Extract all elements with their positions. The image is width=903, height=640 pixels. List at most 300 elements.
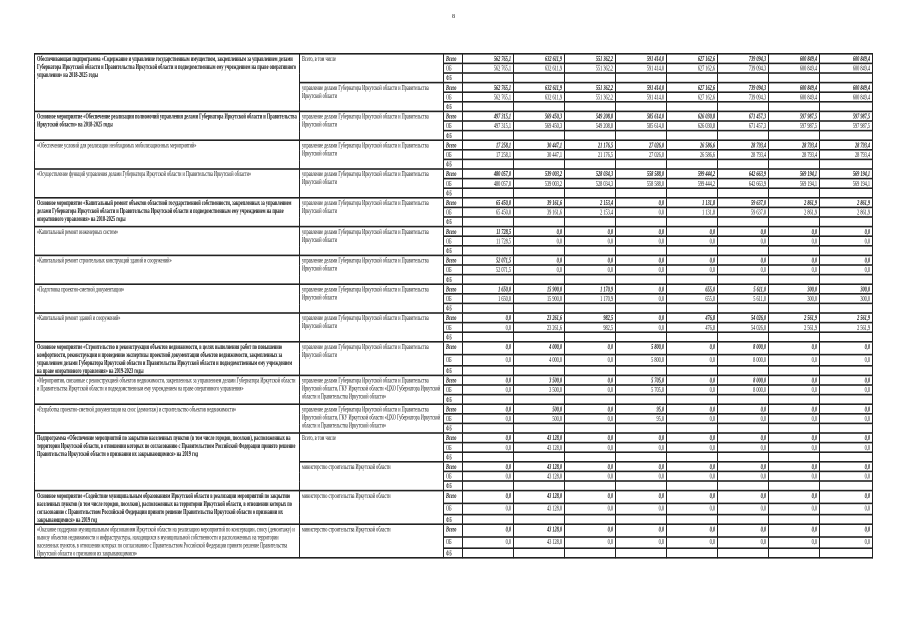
amount-cell: 28 793,4 [718, 140, 769, 150]
amount-cell [820, 102, 873, 112]
amount-cell: 0,0 [769, 375, 820, 385]
amount-cell [769, 423, 820, 433]
amount-cell: 11 728,5 [463, 227, 514, 237]
amount-cell [463, 366, 514, 376]
amount-cell: 0,0 [820, 433, 873, 443]
amount-cell: 0,0 [565, 265, 616, 275]
amount-cell: 0,0 [667, 236, 718, 246]
amount-cell: 0,0 [616, 265, 667, 275]
amount-cell: 26 586,6 [667, 140, 718, 150]
budget-table-body [35, 54, 873, 558]
amount-cell [769, 159, 820, 169]
amount-cell: 0,0 [667, 227, 718, 237]
amount-cell: 2 561,9 [820, 313, 873, 323]
amount-cell: 600 849,4 [820, 92, 873, 102]
funding-source: ОБ [444, 265, 463, 275]
amount-cell: 476,8 [667, 323, 718, 333]
amount-cell: 0,0 [616, 198, 667, 208]
amount-cell: 671 457,3 [718, 121, 769, 131]
amount-cell [718, 131, 769, 141]
table-row [35, 140, 873, 150]
amount-cell: 1 131,8 [667, 198, 718, 208]
amount-cell: 0,0 [820, 503, 873, 515]
amount-cell: 0,0 [820, 354, 873, 366]
amount-cell: 5 611,0 [718, 284, 769, 294]
amount-cell: 0,0 [463, 491, 514, 503]
amount-cell: 2 561,9 [820, 323, 873, 333]
amount-cell: 739 094,3 [718, 63, 769, 73]
amount-cell: 0,0 [769, 385, 820, 395]
funding-source: Всего [444, 313, 463, 323]
amount-cell: 43 128,0 [514, 462, 565, 472]
amount-cell [565, 275, 616, 285]
table-row [35, 491, 873, 503]
amount-cell [616, 73, 667, 83]
executor-name: управление делами Губернатора Иркутской области и Правительства Иркутской области [300, 342, 444, 376]
funding-source: ОБ [444, 63, 463, 73]
amount-cell: 0,0 [820, 255, 873, 265]
amount-cell: 0,0 [616, 294, 667, 304]
funding-source: ОБ [444, 150, 463, 160]
table-row [35, 342, 873, 354]
funding-source: ОБ [444, 471, 463, 481]
funding-source: Всего [444, 198, 463, 208]
amount-cell: 627 162,6 [667, 92, 718, 102]
table-row [35, 227, 873, 237]
amount-cell: 43 128,0 [514, 471, 565, 481]
program-name: «Оказание поддержки муниципальным образованиям Иркутской области на реализацию мероприятий по консервации, сносу (демонтажу) и вывозу объектов недвижимости и инфраструктуры, находящихся в муниципальной собственности и расположенных на территории населенных пунктов, в отношении которых по согласованию с Правительством Российской Федерации принято решение Правительства Иркутской области о признании их закрывающимися» [35, 524, 300, 558]
amount-cell: 0,0 [718, 236, 769, 246]
amount-cell: 5 705,0 [616, 375, 667, 385]
funding-source: ОБ [444, 536, 463, 548]
amount-cell: 480 057,0 [463, 169, 514, 179]
amount-cell: 26 586,6 [667, 150, 718, 160]
amount-cell [565, 102, 616, 112]
amount-cell: 2 561,9 [769, 323, 820, 333]
executor-name: Всего, в том числе [300, 433, 444, 462]
amount-cell: 497 315,1 [463, 111, 514, 121]
amount-cell: 0,0 [565, 462, 616, 472]
amount-cell: 39 161,6 [514, 207, 565, 217]
funding-source: ФБ [444, 548, 463, 558]
amount-cell: 562 765,1 [463, 83, 514, 93]
amount-cell: 0,0 [463, 404, 514, 414]
amount-cell: 632 611,9 [514, 54, 565, 64]
amount-cell: 585 614,0 [616, 111, 667, 121]
amount-cell: 562 765,1 [463, 92, 514, 102]
amount-cell [514, 395, 565, 405]
amount-cell [769, 131, 820, 141]
amount-cell: 0,0 [667, 503, 718, 515]
amount-cell: 43 128,0 [514, 503, 565, 515]
amount-cell: 0,0 [769, 342, 820, 354]
amount-cell: 2 561,9 [769, 313, 820, 323]
amount-cell: 627 162,6 [667, 83, 718, 93]
amount-cell [667, 102, 718, 112]
amount-cell [769, 102, 820, 112]
program-name: «Капитальный ремонт инженерных систем» [35, 227, 300, 256]
amount-cell: 600 849,4 [769, 63, 820, 73]
amount-cell [565, 423, 616, 433]
program-name: «Мероприятия, связанные с реконструкцией объектов недвижимости, закрепленных за управлением делами Губернатора Иркутской области и Правительства Иркутской области и подведомственным ему учреждением на праве оперативного управления» [35, 375, 300, 404]
amount-cell: 0,0 [718, 491, 769, 503]
amount-cell: 569 194,1 [769, 179, 820, 189]
amount-cell [718, 246, 769, 256]
amount-cell: 0,0 [463, 354, 514, 366]
amount-cell [667, 548, 718, 558]
amount-cell [616, 332, 667, 342]
program-name: «Обеспечение условий для реализации необходимых мобилизационных мероприятий» [35, 140, 300, 169]
amount-cell: 0,0 [769, 236, 820, 246]
amount-cell: 0,0 [616, 503, 667, 515]
amount-cell: 65 450,0 [463, 207, 514, 217]
amount-cell: 0,0 [514, 236, 565, 246]
amount-cell: 1 131,8 [667, 207, 718, 217]
amount-cell [616, 395, 667, 405]
amount-cell: 739 094,3 [718, 54, 769, 64]
amount-cell: 0,0 [667, 342, 718, 354]
amount-cell: 0,0 [667, 462, 718, 472]
funding-source: ФБ [444, 73, 463, 83]
amount-cell: 0,0 [769, 404, 820, 414]
funding-source: Всего [444, 140, 463, 150]
amount-cell: 0,0 [463, 536, 514, 548]
amount-cell: 739 094,3 [718, 92, 769, 102]
amount-cell [514, 217, 565, 227]
amount-cell: 4 000,0 [514, 342, 565, 354]
funding-source: ОБ [444, 92, 463, 102]
amount-cell [769, 188, 820, 198]
amount-cell: 28 793,4 [820, 150, 873, 160]
amount-cell: 2 861,9 [820, 207, 873, 217]
amount-cell [565, 246, 616, 256]
amount-cell: 0,0 [718, 462, 769, 472]
amount-cell [463, 395, 514, 405]
amount-cell [667, 452, 718, 462]
amount-cell: 982,5 [565, 323, 616, 333]
amount-cell [565, 481, 616, 491]
amount-cell: 28 793,4 [820, 140, 873, 150]
amount-cell: 0,0 [667, 385, 718, 395]
amount-cell [616, 303, 667, 313]
amount-cell: 52 071,5 [463, 265, 514, 275]
amount-cell [463, 73, 514, 83]
amount-cell: 0,0 [616, 536, 667, 548]
amount-cell: 0,0 [463, 375, 514, 385]
amount-cell [718, 275, 769, 285]
amount-cell [616, 102, 667, 112]
amount-cell [616, 131, 667, 141]
amount-cell: 0,0 [463, 323, 514, 333]
amount-cell: 0,0 [565, 503, 616, 515]
amount-cell [616, 217, 667, 227]
executor-name: управление делами Губернатора Иркутской области и Правительства Иркутской области [300, 255, 444, 284]
amount-cell: 0,0 [463, 342, 514, 354]
amount-cell: 0,0 [514, 227, 565, 237]
amount-cell [616, 423, 667, 433]
amount-cell: 30 447,1 [514, 150, 565, 160]
amount-cell: 539 003,2 [514, 169, 565, 179]
amount-cell [820, 188, 873, 198]
funding-source: ФБ [444, 481, 463, 491]
amount-cell: 2 153,4 [565, 198, 616, 208]
funding-source: ФБ [444, 515, 463, 525]
amount-cell [463, 275, 514, 285]
amount-cell [565, 452, 616, 462]
program-name: «Капитальный ремонт зданий и сооружений» [35, 313, 300, 342]
amount-cell: 0,0 [616, 207, 667, 217]
amount-cell: 5 800,0 [616, 342, 667, 354]
executor-name: управление делами Губернатора Иркутской области и Правительства Иркутской области [300, 140, 444, 169]
amount-cell: 0,0 [463, 433, 514, 443]
program-name: Основное мероприятие «Содействие муниципальным образованиям Иркутской области в реализации мероприятий по закрытию населенных пунктов (в том числе городов, поселков), расположенных на территории Иркутской области, в отношении которых по согласованию с Правительством Российской Федерации принято решение Правительства Иркутской области о признании их закрывающимися» на 2019 год [35, 491, 300, 525]
amount-cell: 0,0 [718, 471, 769, 481]
funding-source: ОБ [444, 236, 463, 246]
amount-cell: 632 611,9 [514, 63, 565, 73]
amount-cell [514, 366, 565, 376]
amount-cell: 0,0 [463, 503, 514, 515]
amount-cell: 0,0 [718, 433, 769, 443]
amount-cell: 0,0 [820, 342, 873, 354]
table-row [35, 524, 873, 536]
amount-cell [463, 332, 514, 342]
amount-cell: 59 637,0 [718, 198, 769, 208]
amount-cell: 59 637,0 [718, 207, 769, 217]
amount-cell: 549 208,8 [565, 121, 616, 131]
amount-cell: 551 362,2 [565, 83, 616, 93]
amount-cell: 642 663,9 [718, 179, 769, 189]
amount-cell: 739 094,3 [718, 83, 769, 93]
amount-cell: 591 414,0 [616, 54, 667, 64]
amount-cell [565, 366, 616, 376]
funding-source: Всего [444, 284, 463, 294]
amount-cell: 0,0 [514, 265, 565, 275]
executor-name: министерство строительства Иркутской области [300, 491, 444, 525]
amount-cell: 300,0 [769, 294, 820, 304]
amount-cell [769, 366, 820, 376]
amount-cell: 0,0 [718, 503, 769, 515]
amount-cell [616, 481, 667, 491]
amount-cell [820, 395, 873, 405]
funding-source: ФБ [444, 303, 463, 313]
amount-cell [514, 548, 565, 558]
amount-cell [718, 548, 769, 558]
funding-source: Всего [444, 111, 463, 121]
amount-cell: 0,0 [820, 227, 873, 237]
executor-name: управление делами Губернатора Иркутской области и Правительства Иркутской области [300, 284, 444, 313]
amount-cell [667, 188, 718, 198]
funding-source: ФБ [444, 217, 463, 227]
amount-cell: 0,0 [616, 323, 667, 333]
funding-source: Всего [444, 433, 463, 443]
amount-cell [514, 481, 565, 491]
amount-cell [463, 481, 514, 491]
amount-cell: 0,0 [565, 404, 616, 414]
funding-source: ОБ [444, 207, 463, 217]
amount-cell: 28 793,4 [769, 150, 820, 160]
amount-cell [820, 275, 873, 285]
amount-cell: 591 414,0 [616, 92, 667, 102]
amount-cell [667, 73, 718, 83]
amount-cell: 0,0 [718, 404, 769, 414]
amount-cell: 597 987,5 [820, 111, 873, 121]
amount-cell [616, 452, 667, 462]
amount-cell: 0,0 [616, 491, 667, 503]
amount-cell: 2 861,9 [769, 198, 820, 208]
amount-cell: 0,0 [565, 471, 616, 481]
amount-cell: 597 987,5 [769, 121, 820, 131]
amount-cell: 539 003,2 [514, 179, 565, 189]
amount-cell: 0,0 [667, 414, 718, 424]
amount-cell [718, 366, 769, 376]
amount-cell: 627 162,6 [667, 63, 718, 73]
amount-cell: 5 800,0 [616, 354, 667, 366]
amount-cell [565, 131, 616, 141]
amount-cell: 54 026,0 [718, 313, 769, 323]
amount-cell: 558 588,0 [616, 179, 667, 189]
amount-cell [718, 423, 769, 433]
amount-cell: 0,0 [820, 524, 873, 536]
amount-cell [514, 423, 565, 433]
amount-cell [616, 188, 667, 198]
amount-cell: 2 861,9 [769, 207, 820, 217]
amount-cell [616, 159, 667, 169]
funding-source: Всего [444, 169, 463, 179]
amount-cell [820, 452, 873, 462]
funding-source: Всего [444, 342, 463, 354]
amount-cell [667, 395, 718, 405]
amount-cell [769, 275, 820, 285]
amount-cell [463, 102, 514, 112]
amount-cell: 0,0 [820, 491, 873, 503]
amount-cell: 599 444,2 [667, 169, 718, 179]
amount-cell: 0,0 [820, 375, 873, 385]
amount-cell [565, 188, 616, 198]
amount-cell: 43 128,0 [514, 443, 565, 453]
funding-source: ОБ [444, 443, 463, 453]
amount-cell: 0,0 [769, 354, 820, 366]
amount-cell [820, 303, 873, 313]
amount-cell: 0,0 [463, 462, 514, 472]
amount-cell: 0,0 [463, 471, 514, 481]
amount-cell: 1 170,9 [565, 284, 616, 294]
amount-cell: 0,0 [769, 414, 820, 424]
funding-source: ФБ [444, 131, 463, 141]
amount-cell: 0,0 [820, 443, 873, 453]
amount-cell: 8 000,0 [718, 385, 769, 395]
amount-cell: 95,0 [616, 404, 667, 414]
amount-cell: 626 030,8 [667, 121, 718, 131]
amount-cell: 0,0 [667, 433, 718, 443]
amount-cell: 0,0 [616, 236, 667, 246]
amount-cell: 982,5 [565, 313, 616, 323]
amount-cell: 23 261,6 [514, 323, 565, 333]
funding-source: ОБ [444, 385, 463, 395]
amount-cell: 0,0 [718, 255, 769, 265]
amount-cell: 8 000,0 [718, 375, 769, 385]
amount-cell: 0,0 [769, 265, 820, 275]
amount-cell: 0,0 [565, 536, 616, 548]
amount-cell: 569 194,1 [769, 169, 820, 179]
amount-cell: 0,0 [463, 313, 514, 323]
funding-source: ОБ [444, 179, 463, 189]
amount-cell [463, 423, 514, 433]
amount-cell: 0,0 [616, 313, 667, 323]
amount-cell: 597 987,5 [820, 121, 873, 131]
amount-cell: 39 161,6 [514, 198, 565, 208]
amount-cell: 3 500,0 [514, 375, 565, 385]
amount-cell: 0,0 [667, 524, 718, 536]
amount-cell: 0,0 [820, 414, 873, 424]
amount-cell [820, 246, 873, 256]
amount-cell [667, 159, 718, 169]
amount-cell: 600 849,4 [769, 92, 820, 102]
amount-cell: 551 362,2 [565, 63, 616, 73]
amount-cell: 591 414,0 [616, 83, 667, 93]
amount-cell [718, 481, 769, 491]
amount-cell [463, 246, 514, 256]
amount-cell: 21 176,5 [565, 140, 616, 150]
amount-cell: 15 900,0 [514, 284, 565, 294]
amount-cell: 0,0 [769, 536, 820, 548]
amount-cell [463, 515, 514, 525]
amount-cell: 528 034,3 [565, 179, 616, 189]
program-name: Обеспечивающая подпрограмма «Содержание и управление государственным имуществом, закрепленным за управлением делами Губернатора Иркутской области и Правительства Иркутской области и подведомственным ему учреждением на праве оперативного управления» на 2018-2025 годы [35, 54, 300, 112]
amount-cell [667, 423, 718, 433]
amount-cell [514, 73, 565, 83]
amount-cell [769, 303, 820, 313]
funding-source: Всего [444, 404, 463, 414]
amount-cell: 497 315,1 [463, 121, 514, 131]
amount-cell: 626 030,8 [667, 111, 718, 121]
amount-cell: 0,0 [565, 385, 616, 395]
amount-cell [820, 515, 873, 525]
amount-cell: 597 987,5 [769, 111, 820, 121]
amount-cell: 600 849,4 [820, 54, 873, 64]
amount-cell [769, 515, 820, 525]
funding-source: ФБ [444, 188, 463, 198]
amount-cell [463, 131, 514, 141]
amount-cell [514, 159, 565, 169]
amount-cell [463, 188, 514, 198]
funding-source: ОБ [444, 354, 463, 366]
amount-cell [463, 217, 514, 227]
amount-cell: 1 650,0 [463, 294, 514, 304]
amount-cell: 569 194,1 [820, 169, 873, 179]
amount-cell [769, 332, 820, 342]
amount-cell [463, 159, 514, 169]
amount-cell [463, 548, 514, 558]
amount-cell: 0,0 [667, 265, 718, 275]
amount-cell: 21 176,5 [565, 150, 616, 160]
amount-cell [667, 246, 718, 256]
funding-source: ФБ [444, 246, 463, 256]
amount-cell [769, 73, 820, 83]
budget-table [34, 53, 873, 559]
amount-cell: 0,0 [616, 443, 667, 453]
funding-source: ОБ [444, 294, 463, 304]
funding-source: ФБ [444, 102, 463, 112]
amount-cell: 65 450,0 [463, 198, 514, 208]
amount-cell [667, 332, 718, 342]
funding-source: Всего [444, 255, 463, 265]
amount-cell: 0,0 [616, 227, 667, 237]
amount-cell: 0,0 [820, 471, 873, 481]
amount-cell: 43 128,0 [514, 524, 565, 536]
amount-cell [820, 159, 873, 169]
program-name: Подпрограмма «Обеспечение мероприятий по закрытию населенных пунктов (в том числе городов, поселков), расположенных на территории Иркутской области, в отношении которых по согласованию с Правительством Российской Федерации принято решение Правительства Иркутской области о признании их закрывающимися» на 2019 год [35, 433, 300, 491]
funding-source: Всего [444, 375, 463, 385]
